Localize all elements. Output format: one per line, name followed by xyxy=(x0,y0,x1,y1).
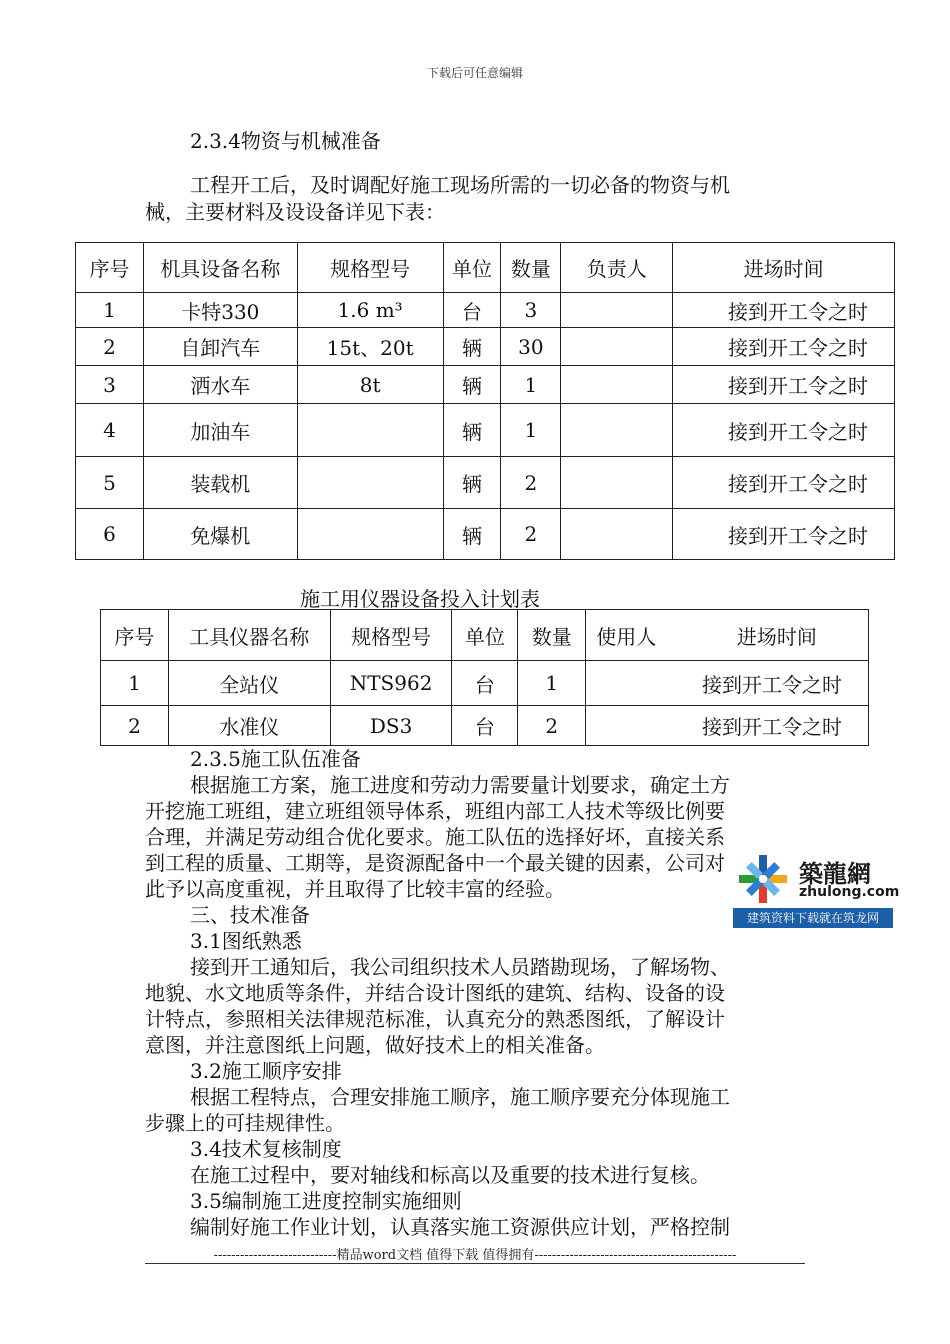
subsection-heading: 3.2施工顺序安排 xyxy=(190,1059,342,1083)
section-234-heading: 2.3.4物资与机械准备 xyxy=(190,129,381,153)
table-cell: 自卸汽车 xyxy=(143,328,297,366)
table-cell: 1 xyxy=(101,661,169,706)
table-cell xyxy=(561,293,673,328)
table-cell: 台 xyxy=(452,661,518,706)
table-cell xyxy=(561,457,673,509)
paragraph-line: 此予以高度重视，并且取得了比较丰富的经验。 xyxy=(145,877,565,901)
header-cell: 数量 xyxy=(518,610,586,661)
table-cell: 卡特330 xyxy=(143,293,297,328)
instrument-table-title: 施工用仪器设备投入计划表 xyxy=(300,587,540,611)
table-cell: 接到开工令之时 xyxy=(673,293,895,328)
table-cell: 2 xyxy=(76,328,144,366)
table-cell: 辆 xyxy=(443,457,501,509)
header-cell: 进场时间 xyxy=(736,624,817,649)
zhulong-logo xyxy=(733,852,900,928)
table-cell: 接到开工令之时 xyxy=(586,706,869,746)
table-row xyxy=(101,706,869,746)
header-cell: 负责人 xyxy=(561,243,673,293)
snowflake-icon xyxy=(733,852,793,906)
table-cell xyxy=(561,328,673,366)
paragraph-line: 步骤上的可挂规律性。 xyxy=(145,1111,345,1135)
table-cell: 免爆机 xyxy=(143,509,297,560)
table-cell: 辆 xyxy=(443,509,501,560)
header-cell: 规格型号 xyxy=(297,243,443,293)
section-235-heading: 2.3.5施工队伍准备 xyxy=(190,747,361,771)
section-234-intro-line: 械，主要材料及设设备详见下表： xyxy=(145,200,445,224)
table-cell xyxy=(297,404,443,457)
logo-bar-text: 建筑资料下载就在筑龙网 xyxy=(733,908,893,928)
header-cell: 序号 xyxy=(76,243,144,293)
paragraph-line: 意图，并注意图纸上问题，做好技术上的相关准备。 xyxy=(145,1033,605,1057)
table-cell: 辆 xyxy=(443,366,501,404)
table-cell: 6 xyxy=(76,509,144,560)
table-cell: 洒水车 xyxy=(143,366,297,404)
table-cell: 接到开工令之时 xyxy=(586,661,869,706)
table-row xyxy=(76,509,895,560)
table-cell: 3 xyxy=(501,293,561,328)
table-header-row xyxy=(76,243,895,293)
instrument-table xyxy=(100,609,869,746)
table-row xyxy=(76,404,895,457)
section-3-heading: 三、技术准备 xyxy=(190,903,310,927)
header-cell: 进场时间 xyxy=(673,243,895,293)
table-cell: 台 xyxy=(443,293,501,328)
table-cell: 全站仪 xyxy=(168,661,330,706)
table-cell: 1 xyxy=(76,293,144,328)
table-cell: 5 xyxy=(76,457,144,509)
paragraph-line: 接到开工通知后，我公司组织技术人员踏勘现场，了解场物、 xyxy=(190,955,730,979)
subsection-heading: 3.5编制施工进度控制实施细则 xyxy=(190,1189,462,1213)
table-cell: 辆 xyxy=(443,404,501,457)
table-cell: 2 xyxy=(101,706,169,746)
table-cell: 台 xyxy=(452,706,518,746)
header-cell: 数量 xyxy=(501,243,561,293)
table-cell: 接到开工令之时 xyxy=(673,404,895,457)
paragraph-line: 地貌、水文地质等条件，并结合设计图纸的建筑、结构、设备的设 xyxy=(145,981,725,1005)
paragraph-line: 在施工过程中，要对轴线和标高以及重要的技术进行复核。 xyxy=(190,1163,710,1187)
paragraph-line: 到工程的质量、工期等，是资源配备中一个最关键的因素，公司对 xyxy=(145,851,725,875)
table-cell: 15t、20t xyxy=(297,328,443,366)
logo-en-text: zhulong.com xyxy=(799,884,900,900)
table-cell xyxy=(561,404,673,457)
table-cell xyxy=(297,457,443,509)
paragraph-line: 根据施工方案，施工进度和劳动力需要量计划要求，确定土方 xyxy=(190,773,730,797)
table-cell: 8t xyxy=(297,366,443,404)
table-cell xyxy=(561,509,673,560)
header-cell: 规格型号 xyxy=(330,610,452,661)
footer-rule xyxy=(145,1263,805,1264)
section-234-intro-line: 工程开工后，及时调配好施工现场所需的一切必备的物资与机 xyxy=(190,173,730,197)
header-cell: 机具设备名称 xyxy=(143,243,297,293)
table-cell: 4 xyxy=(76,404,144,457)
header-note: 下载后可任意编辑 xyxy=(426,66,523,80)
table-cell: 1 xyxy=(501,404,561,457)
subsection-heading: 3.4技术复核制度 xyxy=(190,1137,342,1161)
subsection-heading: 3.1图纸熟悉 xyxy=(190,929,302,953)
table-row xyxy=(101,661,869,706)
header-cell: 单位 xyxy=(443,243,501,293)
table-cell: 接到开工令之时 xyxy=(673,366,895,404)
footer-text: ----------------------------精品word文档 值得下载 值得拥有---------------------------------------------- xyxy=(213,1248,737,1263)
table-cell: 30 xyxy=(501,328,561,366)
table-cell: 2 xyxy=(501,509,561,560)
table-cell: 1.6 m³ xyxy=(297,293,443,328)
table-cell: 装载机 xyxy=(143,457,297,509)
logo-cn-text: 築龍網 xyxy=(799,860,871,888)
table-cell: 接到开工令之时 xyxy=(673,457,895,509)
table-cell: 辆 xyxy=(443,328,501,366)
header-cell: 单位 xyxy=(452,610,518,661)
paragraph-line: 计特点，参照相关法律规范标准，认真充分的熟悉图纸，了解设计 xyxy=(145,1007,725,1031)
paragraph-line: 合理，并满足劳动组合优化要求。施工队伍的选择好坏，直接关系 xyxy=(145,825,725,849)
table-cell: 1 xyxy=(518,661,586,706)
table-cell: 水准仪 xyxy=(168,706,330,746)
paragraph-line: 编制好施工作业计划，认真落实施工资源供应计划，严格控制 xyxy=(190,1215,730,1239)
table-cell: DS3 xyxy=(330,706,452,746)
header-cell: 工具仪器名称 xyxy=(168,610,330,661)
table-row xyxy=(76,293,895,328)
logo-panel xyxy=(733,852,900,906)
table-cell: 接到开工令之时 xyxy=(673,328,895,366)
header-cell-pair xyxy=(586,610,869,661)
table-row xyxy=(76,328,895,366)
paragraph-line: 根据工程特点，合理安排施工顺序，施工顺序要充分体现施工 xyxy=(190,1085,730,1109)
header-cell: 使用人 xyxy=(596,624,657,649)
paragraph-line: 开挖施工班组，建立班组领导体系，班组内部工人技术等级比例要 xyxy=(145,799,725,823)
table-cell: 2 xyxy=(518,706,586,746)
table-cell: NTS962 xyxy=(330,661,452,706)
table-cell: 加油车 xyxy=(143,404,297,457)
header-cell: 序号 xyxy=(101,610,169,661)
table-header-row xyxy=(101,610,869,661)
table-row xyxy=(76,366,895,404)
table-cell: 接到开工令之时 xyxy=(673,509,895,560)
table-cell xyxy=(297,509,443,560)
table-cell: 1 xyxy=(501,366,561,404)
table-cell: 3 xyxy=(76,366,144,404)
table-cell: 2 xyxy=(501,457,561,509)
table-cell xyxy=(561,366,673,404)
equipment-table xyxy=(75,242,895,560)
table-row xyxy=(76,457,895,509)
